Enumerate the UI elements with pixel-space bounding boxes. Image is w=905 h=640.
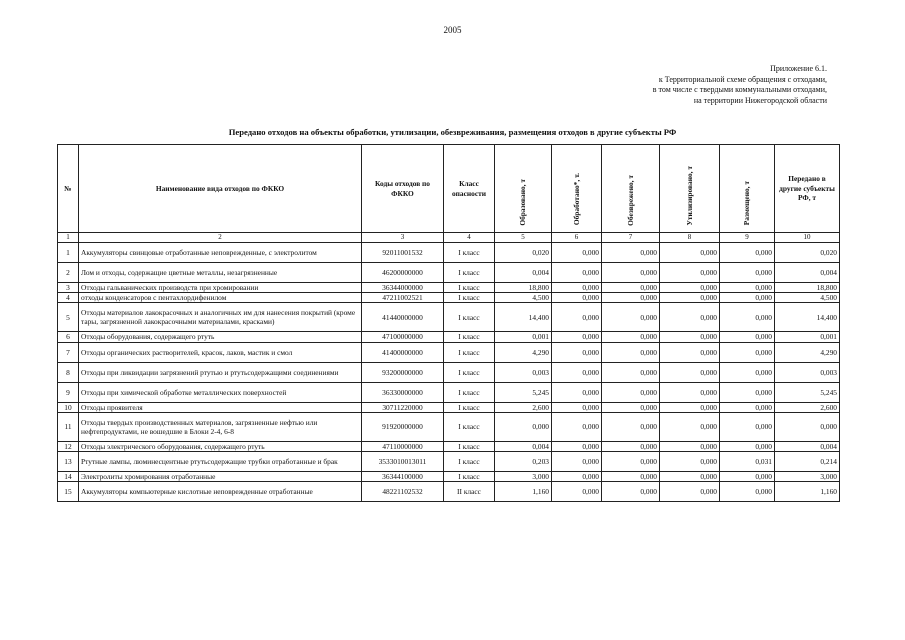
appendix-line: Приложение 6.1.: [770, 64, 827, 73]
fkko-code: 41440000000: [362, 303, 444, 332]
hazard-class: I класс: [444, 452, 495, 472]
processed-value: 0,000: [552, 472, 602, 482]
header-row: [58, 145, 840, 233]
placed-value: 0,000: [720, 472, 775, 482]
row-number: 4: [58, 293, 79, 303]
processed-value: 0,000: [552, 332, 602, 342]
header-placed: [720, 145, 775, 233]
utilized-value: 0,000: [660, 382, 720, 402]
transferred-value: 14,400: [775, 303, 840, 332]
hazard-class: I класс: [444, 332, 495, 342]
fkko-code: 47211002521: [362, 293, 444, 303]
utilized-value: 0,000: [660, 243, 720, 263]
column-number: 6: [552, 233, 602, 243]
fkko-code: 36330000000: [362, 382, 444, 402]
table-row: [58, 441, 840, 451]
waste-name: Электролиты хромирования отработанные: [79, 472, 362, 482]
header-processed: [552, 145, 602, 233]
waste-name: Отходы гальванических производств при хромировании: [79, 283, 362, 293]
formed-value: 0,004: [495, 441, 552, 451]
transferred-value: 5,245: [775, 382, 840, 402]
hazard-class: I класс: [444, 402, 495, 412]
transferred-value: 0,000: [775, 412, 840, 441]
utilized-value: 0,000: [660, 263, 720, 283]
waste-name: отходы конденсаторов с пентахлордифенилом: [79, 293, 362, 303]
table-row: [58, 472, 840, 482]
row-number: 15: [58, 482, 79, 502]
fkko-code: 41400000000: [362, 342, 444, 362]
utilized-value: 0,000: [660, 452, 720, 472]
utilized-value: 0,000: [660, 472, 720, 482]
neutralized-value: 0,000: [602, 293, 660, 303]
placed-value: 0,000: [720, 332, 775, 342]
table-row: [58, 402, 840, 412]
fkko-code: 92011001532: [362, 243, 444, 263]
hazard-class: I класс: [444, 342, 495, 362]
utilized-value: 0,000: [660, 283, 720, 293]
waste-name: Отходы материалов лакокрасочных и аналогичных им для нанесения покрытий (кроме тары, загрязненной лакокрасочными материалами, красками): [79, 303, 362, 332]
table-title: Передано отходов на объекты обработки, утилизации, обезвреживания, размещения отходов в другие субъекты РФ: [228, 127, 677, 137]
utilized-value: 0,000: [660, 303, 720, 332]
appendix-line: на территории Нижегородской области: [693, 95, 827, 105]
row-number: 7: [58, 342, 79, 362]
waste-table: [57, 144, 840, 502]
placed-value: 0,000: [720, 362, 775, 382]
table-row: [58, 332, 840, 342]
formed-value: 0,000: [495, 412, 552, 441]
placed-value: 0,000: [720, 293, 775, 303]
waste-name: Лом и отходы, содержащие цветные металлы, незагрязненные: [79, 263, 362, 283]
neutralized-value: 0,000: [602, 441, 660, 451]
row-number: 2: [58, 263, 79, 283]
placed-value: 0,000: [720, 412, 775, 441]
fkko-code: 91920000000: [362, 412, 444, 441]
header-utilized: [660, 145, 720, 233]
transferred-value: 2,600: [775, 402, 840, 412]
processed-value: 0,000: [552, 412, 602, 441]
table-row: [58, 303, 840, 332]
hazard-class: II класс: [444, 482, 495, 502]
placed-value: 0,000: [720, 243, 775, 263]
table-row: [58, 382, 840, 402]
fkko-code: 48221102532: [362, 482, 444, 502]
processed-value: 0,000: [552, 293, 602, 303]
utilized-value: 0,000: [660, 332, 720, 342]
transferred-value: 0,214: [775, 452, 840, 472]
fkko-code: 36344100000: [362, 472, 444, 482]
row-number: 10: [58, 402, 79, 412]
row-number: 14: [58, 472, 79, 482]
formed-value: 1,160: [495, 482, 552, 502]
fkko-code: 46200000000: [362, 263, 444, 283]
neutralized-value: 0,000: [602, 412, 660, 441]
appendix-note: [653, 64, 827, 106]
waste-name: Отходы твердых производственных материалов, загрязненные нефтью или нефтепродуктами, не вошедшие в Блоки 2-4, 6-8: [79, 412, 362, 441]
processed-value: 0,000: [552, 482, 602, 502]
placed-value: 0,000: [720, 382, 775, 402]
waste-name: Отходы при ликвидации загрязнений ртутью и ртутьсодержащими соединениями: [79, 362, 362, 382]
header-class: Класс опасности: [444, 145, 495, 233]
transferred-value: 0,001: [775, 332, 840, 342]
column-number: 2: [79, 233, 362, 243]
row-number: 1: [58, 243, 79, 263]
neutralized-value: 0,000: [602, 402, 660, 412]
header-utilized-label: Утилизировано, т: [684, 165, 694, 226]
utilized-value: 0,000: [660, 441, 720, 451]
header-placed-label: Размещено, т: [742, 181, 752, 226]
utilized-value: 0,000: [660, 362, 720, 382]
column-number: 4: [444, 233, 495, 243]
header-neutralized-label: Обезврежено, т: [625, 174, 635, 226]
placed-value: 0,000: [720, 263, 775, 283]
row-number: 6: [58, 332, 79, 342]
placed-value: 0,031: [720, 452, 775, 472]
waste-name: Ртутные лампы, люминесцентные ртутьсодержащие трубки отработанные и брак: [79, 452, 362, 472]
processed-value: 0,000: [552, 362, 602, 382]
formed-value: 18,800: [495, 283, 552, 293]
hazard-class: I класс: [444, 382, 495, 402]
fkko-code: 47110000000: [362, 441, 444, 451]
transferred-value: 0,004: [775, 441, 840, 451]
waste-name: Отходы проявителя: [79, 402, 362, 412]
column-number: 7: [602, 233, 660, 243]
header-processed-label: Обработано*, т.: [571, 173, 581, 226]
table-row: [58, 362, 840, 382]
utilized-value: 0,000: [660, 402, 720, 412]
row-number: 3: [58, 283, 79, 293]
hazard-class: I класс: [444, 412, 495, 441]
hazard-class: I класс: [444, 303, 495, 332]
table-row: [58, 243, 840, 263]
row-number: 5: [58, 303, 79, 332]
waste-name: Аккумуляторы свинцовые отработанные неповрежденные, с электролитом: [79, 243, 362, 263]
utilized-value: 0,000: [660, 342, 720, 362]
table-row: [58, 482, 840, 502]
neutralized-value: 0,000: [602, 382, 660, 402]
fkko-code: 93200000000: [362, 362, 444, 382]
transferred-value: 4,290: [775, 342, 840, 362]
processed-value: 0,000: [552, 243, 602, 263]
neutralized-value: 0,000: [602, 283, 660, 293]
table-row: [58, 452, 840, 472]
utilized-value: 0,000: [660, 482, 720, 502]
neutralized-value: 0,000: [602, 362, 660, 382]
header-formed-label: Образовано, т: [518, 178, 528, 226]
neutralized-value: 0,000: [602, 303, 660, 332]
formed-value: 3,000: [495, 472, 552, 482]
processed-value: 0,000: [552, 402, 602, 412]
column-number-row: [58, 233, 840, 243]
formed-value: 0,003: [495, 362, 552, 382]
fkko-code: 36344000000: [362, 283, 444, 293]
transferred-value: 3,000: [775, 472, 840, 482]
transferred-value: 0,004: [775, 263, 840, 283]
row-number: 12: [58, 441, 79, 451]
processed-value: 0,000: [552, 382, 602, 402]
placed-value: 0,000: [720, 283, 775, 293]
table-row: [58, 293, 840, 303]
table-row: [58, 263, 840, 283]
hazard-class: I класс: [444, 293, 495, 303]
neutralized-value: 0,000: [602, 243, 660, 263]
neutralized-value: 0,000: [602, 342, 660, 362]
column-number: 1: [58, 233, 79, 243]
table-row: [58, 283, 840, 293]
transferred-value: 4,500: [775, 293, 840, 303]
formed-value: 2,600: [495, 402, 552, 412]
processed-value: 0,000: [552, 342, 602, 362]
processed-value: 0,000: [552, 441, 602, 451]
row-number: 8: [58, 362, 79, 382]
appendix-line: в том числе с твердыми коммунальными отходами,: [652, 85, 827, 94]
placed-value: 0,000: [720, 482, 775, 502]
formed-value: 5,245: [495, 382, 552, 402]
fkko-code: 3533010013011: [362, 452, 444, 472]
waste-name: Аккумуляторы компьютерные кислотные неповрежденные отработанные: [79, 482, 362, 502]
utilized-value: 0,000: [660, 412, 720, 441]
hazard-class: I класс: [444, 263, 495, 283]
transferred-value: 18,800: [775, 283, 840, 293]
header-code: Коды отходов по ФККО: [362, 145, 444, 233]
processed-value: 0,000: [552, 283, 602, 293]
fkko-code: 30711220000: [362, 402, 444, 412]
hazard-class: I класс: [444, 243, 495, 263]
utilized-value: 0,000: [660, 293, 720, 303]
waste-name: Отходы органических растворителей, красок, лаков, мастик и смол: [79, 342, 362, 362]
table-row: [58, 342, 840, 362]
neutralized-value: 0,000: [602, 472, 660, 482]
hazard-class: I класс: [444, 472, 495, 482]
row-number: 11: [58, 412, 79, 441]
waste-name: Отходы при химической обработке металлических поверхностей: [79, 382, 362, 402]
column-number: 10: [775, 233, 840, 243]
placed-value: 0,000: [720, 441, 775, 451]
neutralized-value: 0,000: [602, 332, 660, 342]
header-neutralized: [602, 145, 660, 233]
column-number: 5: [495, 233, 552, 243]
formed-value: 14,400: [495, 303, 552, 332]
hazard-class: I класс: [444, 283, 495, 293]
neutralized-value: 0,000: [602, 452, 660, 472]
hazard-class: I класс: [444, 362, 495, 382]
transferred-value: 0,003: [775, 362, 840, 382]
fkko-code: 47100000000: [362, 332, 444, 342]
transferred-value: 1,160: [775, 482, 840, 502]
formed-value: 0,203: [495, 452, 552, 472]
formed-value: 0,004: [495, 263, 552, 283]
header-name: Наименование вида отходов по ФККО: [79, 145, 362, 233]
neutralized-value: 0,000: [602, 482, 660, 502]
formed-value: 0,020: [495, 243, 552, 263]
placed-value: 0,000: [720, 303, 775, 332]
header-transferred: Передано в другие субъекты РФ, т: [775, 145, 840, 233]
column-number: 8: [660, 233, 720, 243]
table-row: [58, 412, 840, 441]
processed-value: 0,000: [552, 303, 602, 332]
column-number: 3: [362, 233, 444, 243]
placed-value: 0,000: [720, 342, 775, 362]
row-number: 9: [58, 382, 79, 402]
header-num: №: [58, 145, 79, 233]
processed-value: 0,000: [552, 263, 602, 283]
hazard-class: I класс: [444, 441, 495, 451]
column-number: 9: [720, 233, 775, 243]
formed-value: 4,500: [495, 293, 552, 303]
waste-name: Отходы оборудования, содержащего ртуть: [79, 332, 362, 342]
processed-value: 0,000: [552, 452, 602, 472]
transferred-value: 0,020: [775, 243, 840, 263]
table-body: [58, 243, 840, 502]
header-formed: [495, 145, 552, 233]
formed-value: 0,001: [495, 332, 552, 342]
placed-value: 0,000: [720, 402, 775, 412]
neutralized-value: 0,000: [602, 263, 660, 283]
page-number: 2005: [443, 25, 462, 35]
row-number: 13: [58, 452, 79, 472]
formed-value: 4,290: [495, 342, 552, 362]
waste-name: Отходы электрического оборудования, содержащего ртуть: [79, 441, 362, 451]
appendix-line: к Территориальной схеме обращения с отходами,: [658, 74, 827, 84]
